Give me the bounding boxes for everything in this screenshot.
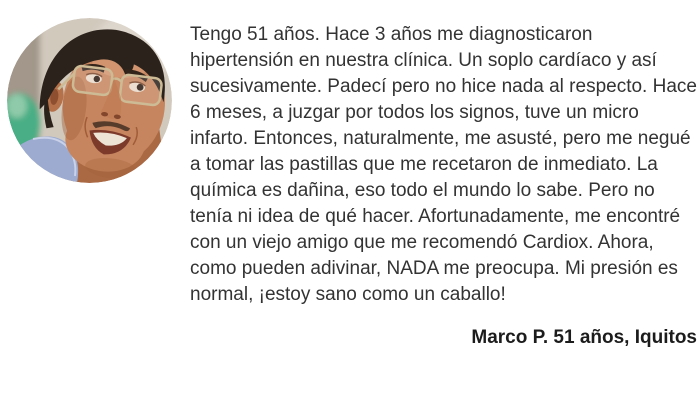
man-portrait-photo-icon [7,18,172,183]
testimonial-body [190,0,697,351]
testimonial-text: Tengo 51 años. Hace 3 años me diagnosticaron hipertensión en nuestra clínica. Un soplo cardíaco y así sucesivamente. Padecí pero no hice nada al respecto. Hace 6 meses, a juzgar por todos los signos, tuve un micro infarto. Entonces, naturalmente, me asusté, pero me negué a tomar las pastillas que me recetaron de inmediato. La química es dañina, eso todo el mundo lo sabe. Pero no tenía ni idea de qué hacer. Afortunadamente, me encontré con un viejo amigo que me recomendó Cardiox. Ahora, como pueden adivinar, NADA me preocupa. Mi presión es normal, ¡estoy sano como un caballo! [190,24,697,305]
avatar [7,18,172,183]
testimonial-attribution: Marco P. 51 años, Iquitos [471,327,697,348]
